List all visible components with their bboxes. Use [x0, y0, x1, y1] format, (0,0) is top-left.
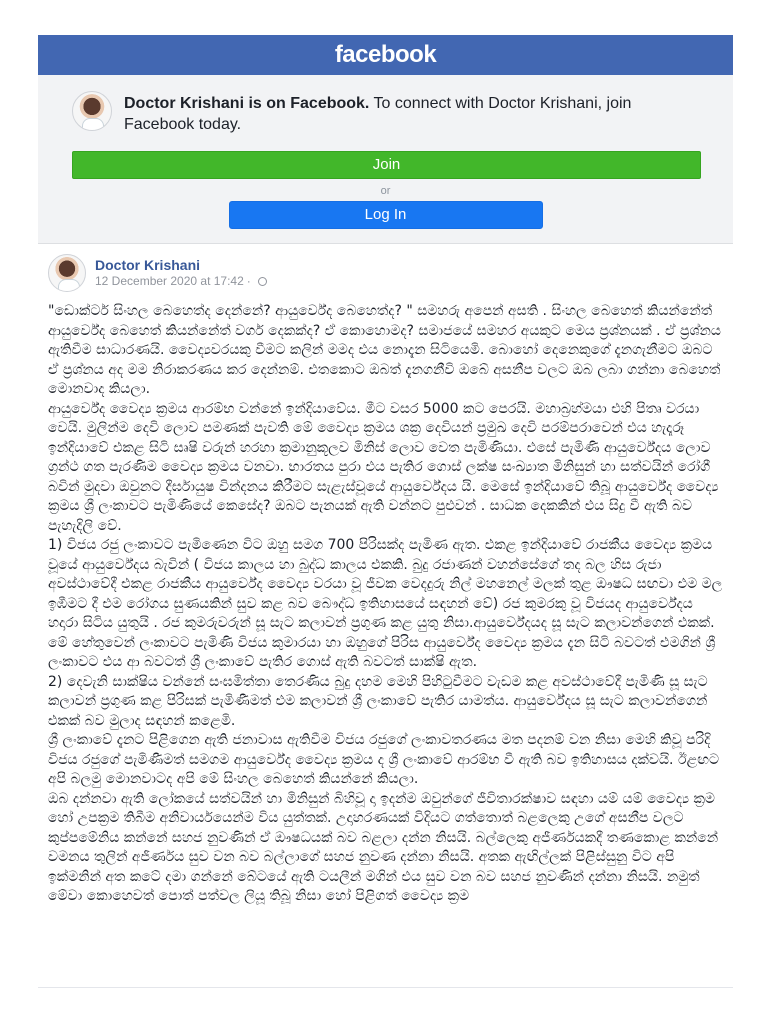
post	[38, 244, 733, 907]
author-avatar[interactable]	[48, 254, 86, 292]
post-paragraph: 2) දෙවැනි සාක්ෂිය වන්නේ සංඝමිත්තා තෙරණිය බුදු දහම මෙහි පිහිටුවීමට වැඩම කළ අවස්ථාවේදී පැමිණි සූ සැට කලාවන් ප්‍රගුණ කළ පිරිසක් පැමිණීමත් එම කලාවන් ශ්‍රී ලංකාවේ පැතිර යාමත්ය. ආයුර්වේදය සූ සැට කලාවන්ගෙන් එකක් බව මුලාද සඳහන් කළෙමි.	[48, 673, 708, 729]
post-paragraph: ඔබ දන්නවා ඇති ලෝකයේ සත්වයින් හා මිනිසුන් බිහිවූ දා ඉදන්ම ඔවුන්ගේ ජීවිතාරක්ෂාව සඳහා යම් යම් වෛද්‍ය ක්‍රම හෝ උපක්‍රම තිබීම අනිවාර්යයෙන්ම විය යුත්තක්. උදාහරණයක් විදියට ගත්තොත් බළලෙකු උගේ අසනීප වලට කුප්පමේනිය කන්නේ සහජ නුවණින් ඒ ඖෂධයක් බව බළලා දන්න නිසයි. බල්ලෙකු අජීර්ණයකදී තණකොළ කන්නේ වමනය තුලින් අජීර්ණය සුව වන බව බල්ලාගේ සහජ නුවණ දන්නා නිසයි. අතක ඇඟිල්ලක් පිළිස්සුනු විට අපි ඉක්මනින් අත කටේ දමා ගන්නේ බේටයේ ඇති ටයලීන් මගින් එය සුව වන බව සහජ නුවණින් දන්නා නිසයි. නමුත් මේවා කොහෙවත් පොත් පත්වල ලියූ තිබූ නිසා හෝ පිළිගත් වෛද්‍ය ක්‍රම	[48, 790, 719, 904]
or-label: or	[380, 185, 391, 197]
or-divider	[72, 185, 699, 197]
meta-separator: ·	[246, 274, 251, 288]
post-timestamp[interactable]: 12 December 2020 at 17:42	[95, 274, 244, 288]
connect-name: Doctor Krishani is on Facebook.	[124, 95, 370, 112]
post-paragraph: ශ්‍රී ලංකාවේ දැනට පිළිගෙන ඇති ජනාවාස ඇතිවීම විජය රජුගේ ලංකාවතරණය මත පදනම් වන නිසා මෙහි කිවූ පරිදි විජය රජුගේ පැමිණීමත් සමගම ආයුර්වේද වෛද්‍ය ක්‍රමය ද ශ්‍රී ලංකාවේ ආරම්භ වී ඇති බව ඉතිහාසය දක්වයි. ඊළඟට අපි බලමු මොනවාටද අපි මේ සිංහල බෙහෙත් කියන්නේ කියලා.	[48, 732, 720, 787]
globe-icon	[258, 277, 267, 286]
post-paragraph: ආයුර්වේද වෛද්‍ය ක්‍රමය ආරම්භ වන්නේ ඉන්දියාවේය. මීට වසර 5000 කට පෙරයි. මහාබ්‍රහ්මයා එහි පිතෘ වරයා වෙයි. මුලින්ම දෙවි ලොව පමණක් පැවති මේ වෛද්‍ය ක්‍රමය ශක්‍ර දෙවියන් ප්‍රමුඛ දෙවි පරම්පරාවෙන් එය හැදෑරූ ඉන්දියාවේ එකළ සිටි සෘෂි වරුන් හරහා ක්‍රමානුකූලව මිනිස් ලොව වෙත පැමිණියා. එසේ පැමිණි ආයුර්වේදය ලොව ග්‍රන්ථ ගත පැරණිම වෛද්‍ය ක්‍රමය වනවා. භාරතය පුරා එය පැතිර ගොස් ලක්ෂ සංඛ්‍යාත මිනිසුන් හා සත්වයින් රෝගී බවින් මුදවා ඔවුනට දීර්ඝායුෂ වින්දනය කිරීමට සැළැස්වූයේ ආයුර්වේදය යි. මෙසේ ඉන්දියාවේ තිබූ ආයුර්වේද වෛද්‍ය ක්‍රමය ශ්‍රී ලංකාවට පැමිණියේ කෙසේද? ඔබට පැනයක් ඇති වන්නට පුළුවන් . සාධක දෙකකින් එය සිදු වී ඇති බව පැහැදිලි වේ.	[48, 400, 719, 534]
connect-prompt	[38, 75, 733, 244]
post-paragraph: 1) විජය රජු ලංකාවට පැමිණෙන විට ඔහු සමග 700 පිරිසක්ද පැමිණ ඇත. එකළ ඉන්දියාවේ රාජකීය වෛද්‍ය ක්‍රමය වූයේ ආයුර්වේදය බැවින් ( විජය කාලය හා බුද්ධ කාලය එකකි. බුදු රජාණන් වහන්සේගේ තද බල හිස රුජා අවස්ථාවේදී එකළ රාජකීය ආයුර්වේද වෛද්‍ය වරයා වූ ජීවක වෙදදුරු නිල් මහනෙල් මලක් තුළ ඖෂධ සඟවා එම මල ඉඹීමට දී එම රෝගය සුණයකින් සුව කළ බව බෞද්ධ ඉතිහාසයේ සඳහන් වේ) රජ කුමරකු වූ විජයද ආයුර්වේදය හදාරා සිටිය යුතුයි . රජ කුමරුවරුන් සූ සැට කලාවන් ප්‍රගුණ කළ යුතු නිසා.ආයුර්වේදයද සූ සැට කලාවන්ගෙන් එකක්. මේ හේතුවෙන් ලංකාවට පැමිණි විජය කුමාරයා හා ඔහුගේ පිරිස ආයුර්වේද වෛද්‍ය ක්‍රමය දැන සිටි බවටත් එමගින් ශ්‍රී ලංකාවට එය ආ බවටත් ශ්‍රී ලංකාවේ පැතිර ගොස් ඇති බවටත් සාක්ෂි ඇත.	[48, 537, 723, 670]
join-button[interactable]: Join	[72, 151, 701, 179]
facebook-header-bar	[38, 35, 733, 75]
login-button[interactable]: Log In	[229, 201, 543, 229]
connect-body: To connect with Doctor Krishani, join Facebook today.	[124, 95, 632, 133]
connect-message	[124, 91, 699, 135]
facebook-embed-frame	[38, 35, 733, 987]
bottom-divider	[38, 987, 733, 988]
post-header	[48, 254, 723, 292]
post-paragraph: "ඩොක්ටර් සිංහල බෙහෙත්ද දෙන්නේ? ආයුර්වේද බෙහෙත්ද? " සමහරු අපෙන් අසති . සිංහල බෙහෙත් කියන්නේත් ආයුර්වේද බෙහෙත් කියන්නේත් වර්ග දෙකක්ද? ඒ කොහොමද? සමාජයේ සමහර අයකුට මෙය ප්‍රශ්නයක් . ඒ ප්‍රශ්නය ඇතිවීම සාධාරණයි. වෛද්‍යවරයකු වීමට කලින් මමද එය නොදැන සිටියෙමි. බොහෝ දෙනෙකුගේ දැනගැනීමට ඔබට ඒ ප්‍රශ්නය අද මම නිරාකරණය කර දෙන්නම්. එතකොට ඔබත් දැනගනීවි ඔබේ අසනීප වලට ඔබ ලබා ගන්නා බෙහෙත් මොනවාද කියලා.	[48, 303, 721, 397]
author-name[interactable]: Doctor Krishani	[95, 257, 201, 273]
post-meta	[95, 273, 267, 289]
post-body	[48, 302, 723, 907]
facebook-logo[interactable]: facebook	[334, 41, 437, 68]
profile-avatar[interactable]	[72, 91, 112, 131]
